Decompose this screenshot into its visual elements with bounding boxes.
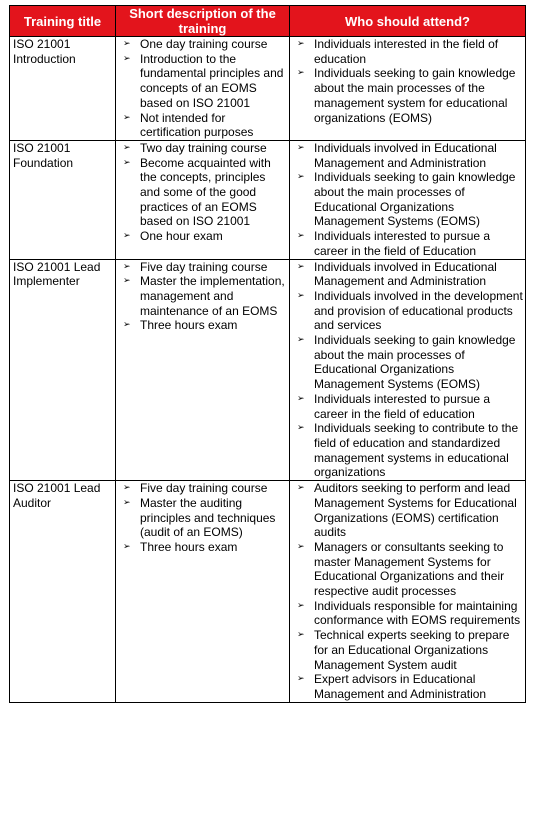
- arrowhead-bullet-icon: ➢: [297, 393, 305, 404]
- arrowhead-bullet-icon: ➢: [123, 320, 131, 331]
- list-item-text: Individuals interested in the field of education: [314, 37, 499, 66]
- list-item: [293, 260, 523, 289]
- arrowhead-bullet-icon: ➢: [123, 261, 131, 272]
- list-item-text: Individuals interested to pursue a career in the field of education: [314, 391, 491, 421]
- list-item-text: Three hours exam: [140, 539, 238, 554]
- list-item-text: Master the implementation, management and maintenance of an EOMS: [140, 274, 285, 318]
- list-item-text: Individuals involved in Educational Management and Administration: [314, 140, 497, 170]
- description-list: [119, 260, 287, 334]
- description-list: [119, 141, 287, 244]
- description-cell: [116, 259, 290, 481]
- list-item: [293, 66, 523, 125]
- arrowhead-bullet-icon: ➢: [123, 276, 131, 287]
- list-item-text: Individuals seeking to contribute to the field of education and standardized management systems in educational organizations: [314, 421, 519, 480]
- training-title-cell: ISO 21001 Lead Auditor: [10, 481, 116, 703]
- arrowhead-bullet-icon: ➢: [297, 39, 305, 49]
- list-item-text: Individuals involved in Educational Management and Administration: [314, 259, 497, 289]
- arrowhead-bullet-icon: ➢: [297, 290, 305, 301]
- list-item: [119, 481, 287, 496]
- description-cell: [116, 37, 290, 141]
- audience-list: [293, 37, 523, 125]
- list-item: [293, 333, 523, 392]
- arrowhead-bullet-icon: ➢: [297, 541, 305, 552]
- audience-cell: [290, 37, 526, 141]
- training-title-cell: ISO 21001 Lead Implementer: [10, 259, 116, 481]
- description-list: [119, 37, 287, 140]
- list-item-text: Individuals interested to pursue a career in the field of Education: [314, 229, 491, 258]
- list-item: [119, 156, 287, 230]
- table-row: [10, 259, 526, 481]
- training-table: [9, 5, 526, 703]
- list-item-text: Expert advisors in Educational Management and Administration: [314, 672, 487, 701]
- table-row: [10, 140, 526, 259]
- list-item: [293, 672, 523, 701]
- header-training-title: Training title: [10, 6, 116, 37]
- list-item-text: Become acquainted with the concepts, principles and some of the good practices of an EOMS based on ISO 21001: [140, 155, 271, 229]
- header-short-description: Short description of the training: [116, 6, 290, 37]
- list-item: [293, 141, 523, 170]
- audience-cell: [290, 140, 526, 259]
- list-item-text: Individuals responsible for maintaining conformance with EOMS requirements: [314, 598, 521, 628]
- arrowhead-bullet-icon: ➢: [123, 142, 131, 153]
- arrowhead-bullet-icon: ➢: [297, 630, 305, 641]
- list-item-text: One hour exam: [140, 229, 223, 244]
- table-row: [10, 37, 526, 141]
- arrowhead-bullet-icon: ➢: [297, 335, 305, 346]
- list-item: [293, 37, 523, 66]
- list-item-text: Managers or consultants seeking to master Management Systems for Educational Organizations and their respective audit processes: [314, 539, 505, 599]
- table-body: [10, 37, 526, 703]
- arrowhead-bullet-icon: ➢: [297, 600, 305, 611]
- header-who-should-attend: Who should attend?: [290, 6, 526, 37]
- list-item-text: Technical experts seeking to prepare for an Educational Organizations Management System audit: [314, 628, 510, 672]
- list-item-text: Not intended for certification purposes: [140, 110, 254, 140]
- list-item: [293, 229, 523, 258]
- table-row: [10, 481, 526, 703]
- list-item: [119, 37, 287, 52]
- description-list: [119, 481, 287, 555]
- list-item-text: Auditors seeking to perform and lead Management Systems for Educational Organizations (EOMS) certification audits: [314, 481, 517, 540]
- audience-cell: [290, 259, 526, 481]
- arrowhead-bullet-icon: ➢: [297, 423, 305, 434]
- audience-cell: [290, 481, 526, 703]
- arrowhead-bullet-icon: ➢: [123, 53, 131, 64]
- arrowhead-bullet-icon: ➢: [123, 112, 131, 123]
- training-title-cell: ISO 21001 Introduction: [10, 37, 116, 141]
- list-item-text: Individuals seeking to gain knowledge about the main processes of Educational Organizations Management Systems (EOMS): [314, 170, 516, 229]
- list-item: [119, 52, 287, 111]
- list-item: [119, 318, 287, 333]
- arrowhead-bullet-icon: ➢: [297, 142, 305, 153]
- arrowhead-bullet-icon: ➢: [123, 39, 131, 49]
- training-title-cell: ISO 21001 Foundation: [10, 140, 116, 259]
- audience-list: [293, 141, 523, 259]
- audience-list: [293, 260, 523, 481]
- list-item: [119, 496, 287, 540]
- list-item-text: Master the auditing principles and techniques (audit of an EOMS): [140, 495, 276, 540]
- arrowhead-bullet-icon: ➢: [297, 68, 305, 79]
- list-item-text: Individuals seeking to gain knowledge about the main processes of the management system for educational organizations (EOMS): [314, 66, 516, 125]
- list-item-text: Five day training course: [140, 259, 268, 274]
- list-item: [293, 392, 523, 421]
- list-item: [119, 260, 287, 275]
- list-item-text: Two day training course: [140, 140, 267, 155]
- list-item: [119, 111, 287, 140]
- list-item: [119, 229, 287, 244]
- list-item: [119, 274, 287, 318]
- audience-list: [293, 481, 523, 702]
- list-item: [293, 170, 523, 229]
- arrowhead-bullet-icon: ➢: [123, 483, 131, 494]
- list-item-text: Introduction to the fundamental principles and concepts of an EOMS based on ISO 21001: [140, 51, 284, 110]
- header-row: [10, 6, 526, 37]
- list-item: [119, 540, 287, 555]
- list-item-text: Five day training course: [140, 481, 268, 496]
- list-item-text: One day training course: [140, 37, 268, 51]
- arrowhead-bullet-icon: ➢: [123, 157, 131, 168]
- list-item: [293, 421, 523, 480]
- description-cell: [116, 481, 290, 703]
- list-item: [119, 141, 287, 156]
- list-item: [293, 540, 523, 599]
- list-item-text: Individuals involved in the development and provision of educational products and services: [314, 288, 523, 333]
- arrowhead-bullet-icon: ➢: [297, 483, 305, 494]
- list-item: [293, 599, 523, 628]
- arrowhead-bullet-icon: ➢: [297, 231, 305, 242]
- arrowhead-bullet-icon: ➢: [123, 497, 131, 508]
- list-item: [293, 289, 523, 333]
- arrowhead-bullet-icon: ➢: [297, 172, 305, 183]
- arrowhead-bullet-icon: ➢: [297, 674, 305, 685]
- arrowhead-bullet-icon: ➢: [297, 261, 305, 272]
- list-item-text: Individuals seeking to gain knowledge about the main processes of Educational Organizations Management Systems (EOMS): [314, 333, 516, 392]
- list-item: [293, 481, 523, 540]
- description-cell: [116, 140, 290, 259]
- list-item-text: Three hours exam: [140, 318, 238, 333]
- arrowhead-bullet-icon: ➢: [123, 541, 131, 552]
- table-header: [10, 6, 526, 37]
- arrowhead-bullet-icon: ➢: [123, 231, 131, 242]
- list-item: [293, 628, 523, 672]
